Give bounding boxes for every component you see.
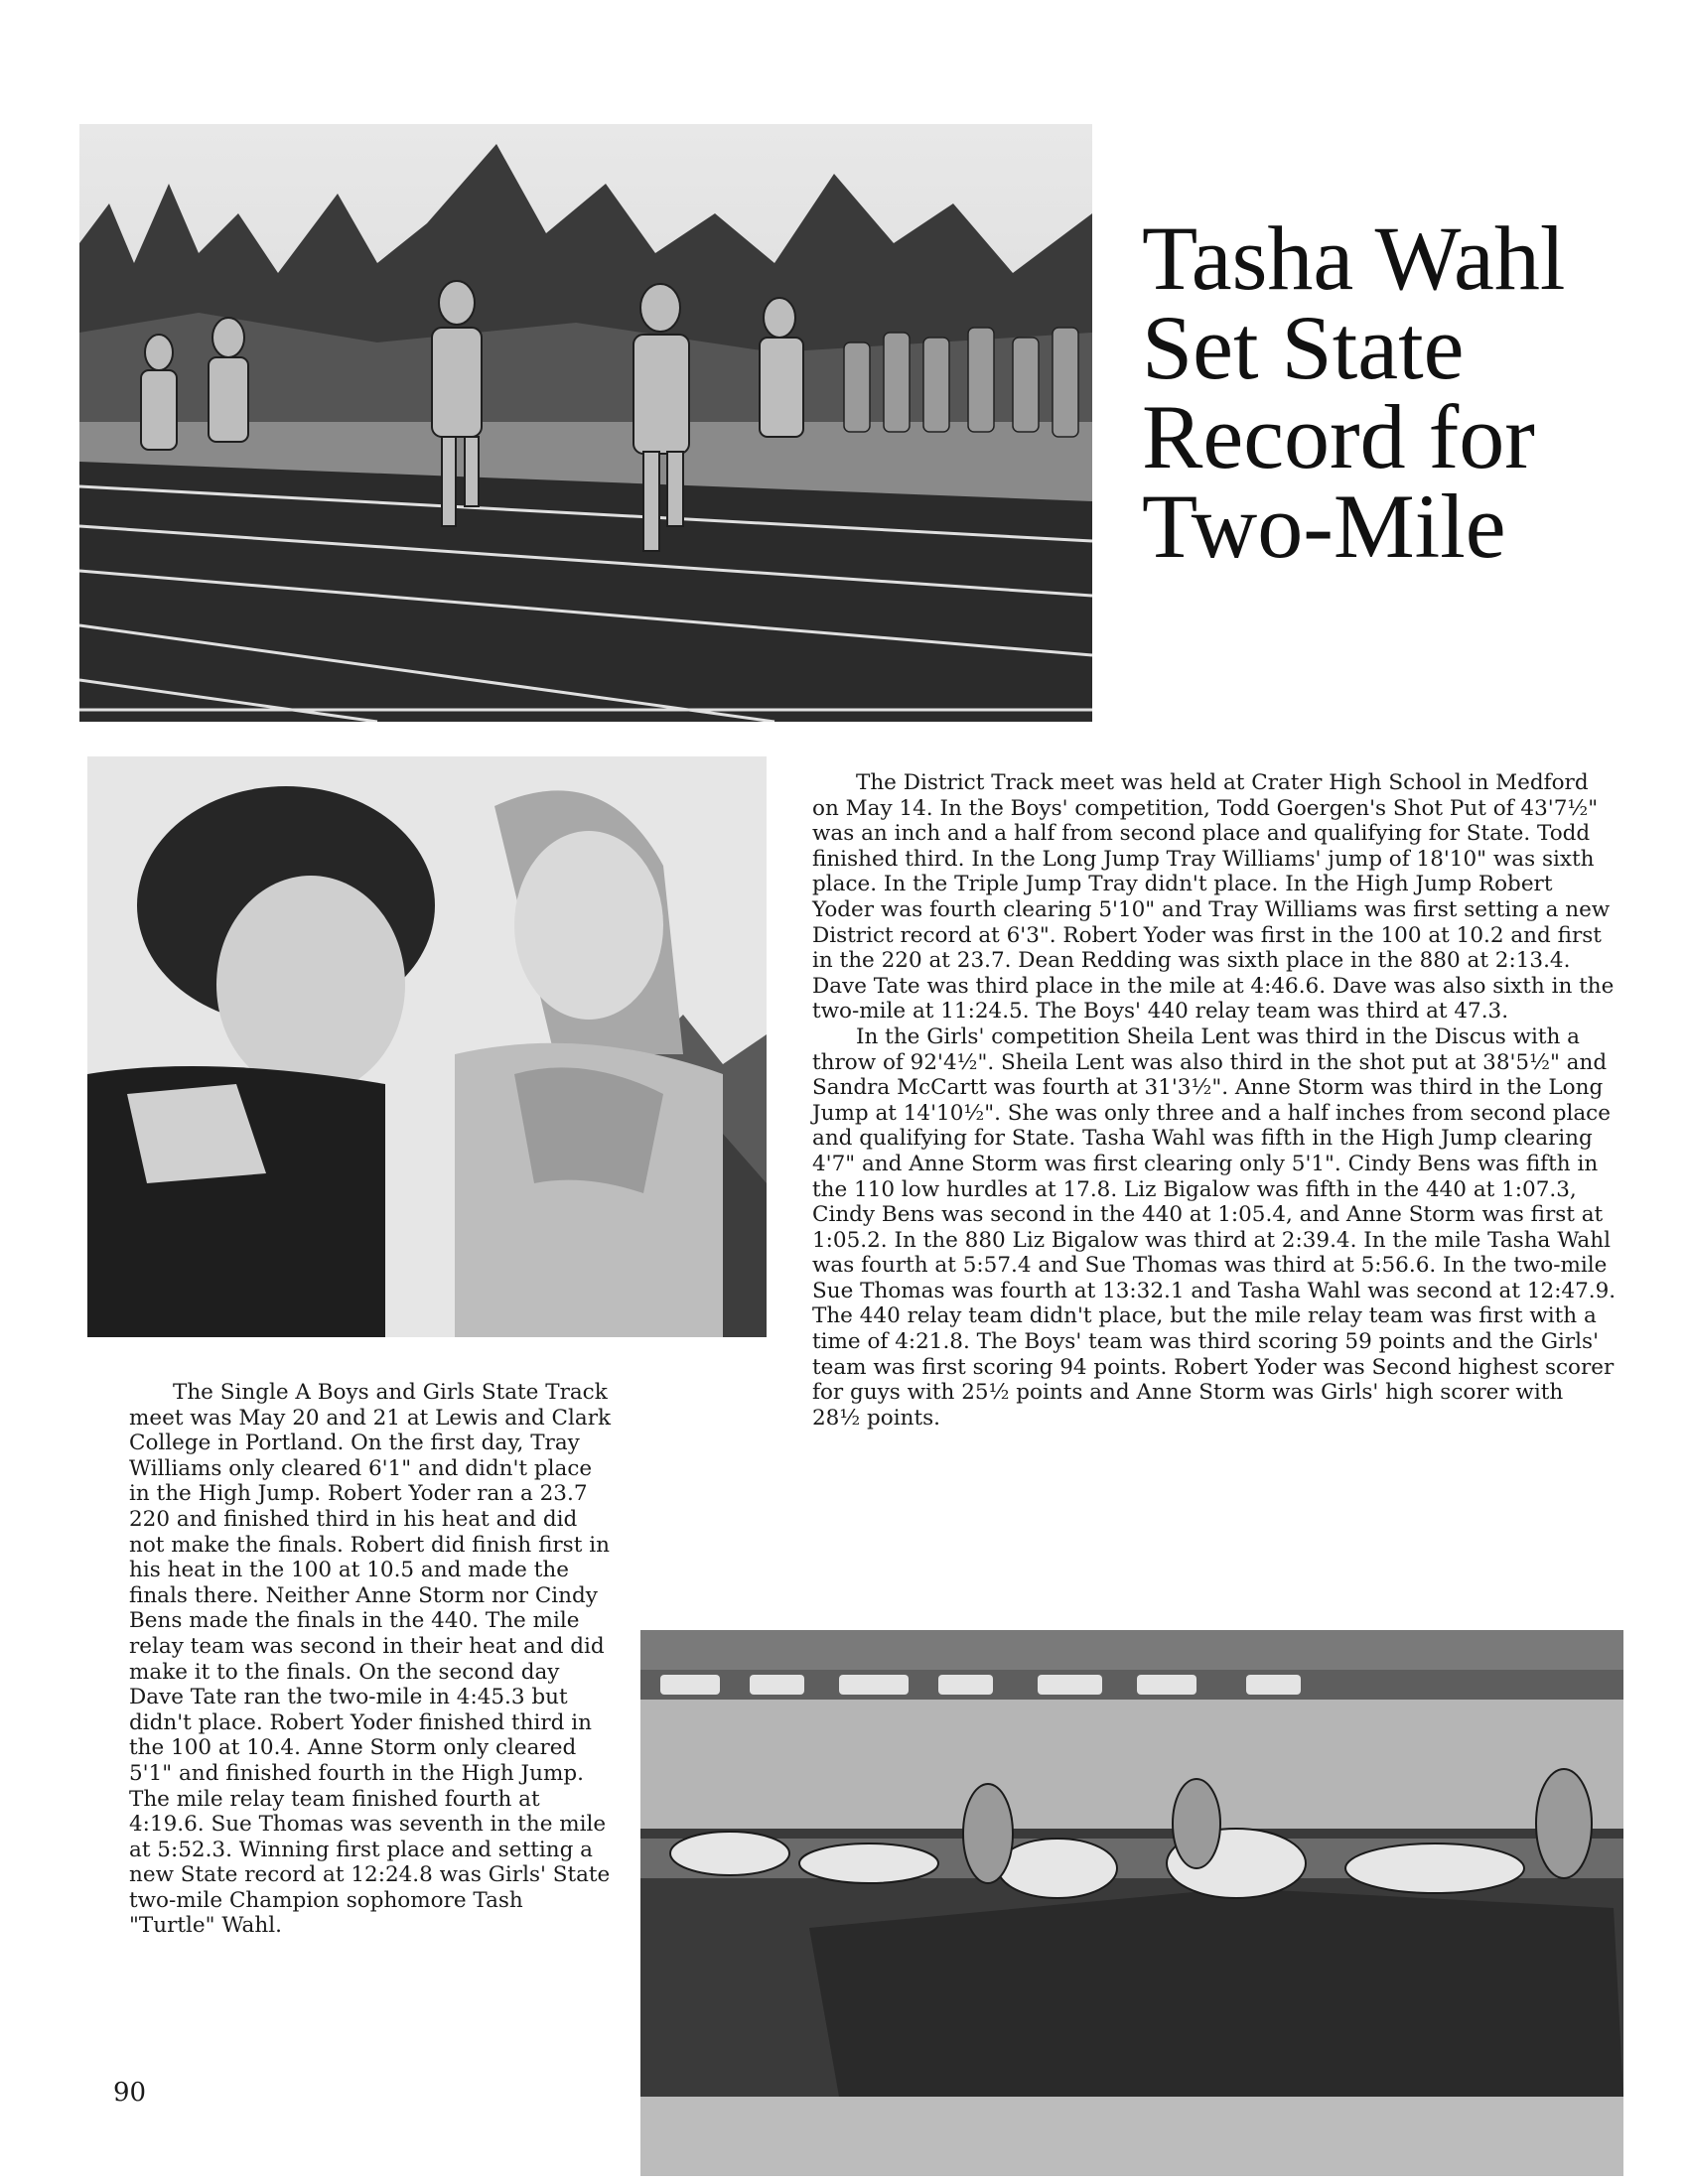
headline-line: Set State xyxy=(1142,297,1465,398)
headline-line: Tasha Wahl xyxy=(1142,207,1566,309)
page-number: 90 xyxy=(113,2078,147,2108)
headline-line: Record for xyxy=(1142,386,1535,487)
article-paragraph: In the Girls' competition Sheila Lent was third in the Discus with a throw of 92'4½". Sheila Lent was also third in the shot put at 38'5½" and Sandra McCartt was fourth at 31'3½". Anne Storm was third in the Long Jump at 14'10½". She was only three and a half inches from second place and qualifying for State. Tasha Wahl was fifth in the High Jump clearing 4'7" and Anne Storm was first clearing only 5'1". Cindy Bens was fifth in the 110 low hurdles at 17.8. Liz Bigalow was fifth in the 440 at 1:07.3, Cindy Bens was second in the 440 at 1:05.4, and Anne Storm was first at 1:05.2. In the 880 Liz Bigalow was third at 2:39.4. In the mile Tasha Wahl was fourth at 5:57.4 and Sue Thomas was third at 5:56.6. In the two-mile Sue Thomas was fourth at 13:32.1 and Tasha Wahl was second at 12:47.9. The 440 relay team didn't place, but the mile relay team was first with a time of 4:21.8. The Boys' team was third scoring 59 points and the Girls' team was first scoring 94 points. Robert Yoder was Second highest scorer for guys with 25½ points and Anne Storm was Girls' high scorer with 28½ points. xyxy=(812,1024,1617,1431)
photo-two-runners xyxy=(87,756,767,1337)
photo-track-race xyxy=(79,124,1092,722)
article-paragraph: The District Track meet was held at Crater High School in Medford on May 14. In the Boys' competition, Todd Goergen's Shot Put of 43'7½" was an inch and a half from second place and qualifying for State. Todd finished third. In the Long Jump Tray Williams' jump of 18'10" was sixth place. In the Triple Jump Tray didn't place. In the High Jump Robert Yoder was fourth clearing 5'10" and Tray Williams was first setting a new District record at 6'3". Robert Yoder was first in the 100 at 10.2 and first in the 220 at 23.7. Dean Redding was sixth place in the 880 at 2:13.4. Dave Tate was third place in the mile at 4:46.6. Dave was also sixth in the two-mile at 11:24.5. The Boys' 440 relay team was third at 47.3. xyxy=(812,770,1615,1024)
headline-line: Two-Mile xyxy=(1142,476,1506,577)
photo-high-jump-mats xyxy=(640,1630,1623,2176)
district-meet-article xyxy=(812,770,1617,1431)
state-meet-article xyxy=(129,1380,616,1939)
article-paragraph: The Single A Boys and Girls State Track meet was May 20 and 21 at Lewis and Clark College in Portland. On the first day, Tray Williams only cleared 6'1" and didn't place in the High Jump. Robert Yoder ran a 23.7 220 and finished third in his heat and did not make the finals. Robert did finish first in his heat in the 100 at 10.5 and made the finals there. Neither Anne Storm nor Cindy Bens made the finals in the 440. The mile relay team was second in their heat and did make it to the finals. On the second day Dave Tate ran the two-mile in 4:45.3 but didn't place. Robert Yoder finished third in the 100 at 10.4. Anne Storm only cleared 5'1" and finished fourth in the High Jump. The mile relay team finished fourth at 4:19.6. Sue Thomas was seventh in the mile at 5:52.3. Winning first place and setting a new State record at 12:24.8 was Girls' State two-mile Champion sophomore Tash "Turtle" Wahl. xyxy=(129,1380,612,1939)
page-headline xyxy=(1142,207,1658,577)
